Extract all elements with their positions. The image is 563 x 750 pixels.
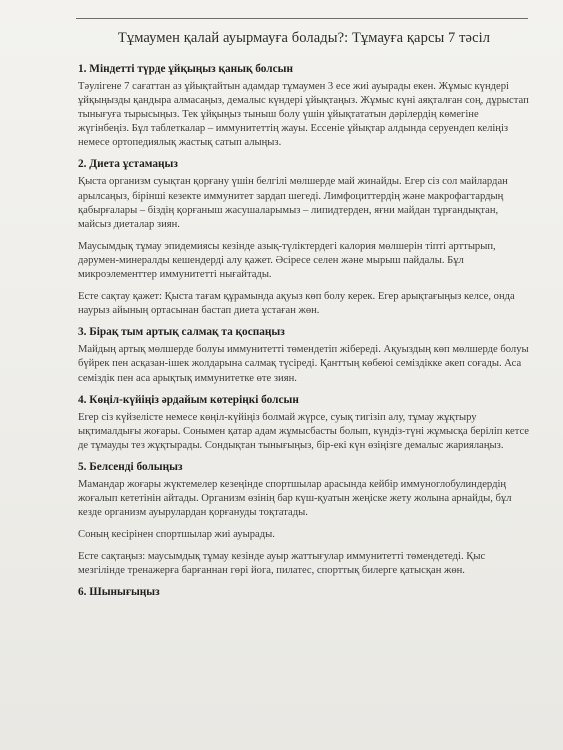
section-6	[78, 586, 530, 598]
section-heading: 3. Бірақ тым артық салмақ та қоспаңыз	[78, 326, 285, 339]
document-content	[78, 30, 530, 603]
section-heading: 2. Диета ұстамаңыз	[78, 158, 178, 171]
paragraph: Қыста организм суықтан қорғану үшін белгілі мөлшерде май жинайды. Егер сіз сол майлардан арылсаңыз, бірінші кезекте иммунитет зардап шегеді. Лимфоциттердің және макрофагтардың қабырғалары – біздің қорғаныш жасушаларымыз – липидтерден, яғни майдан тұрғандықтан, майсыз диеталар зиян.	[78, 176, 508, 230]
section-heading: 4. Көңіл-күйіңіз әрдайым көтеріңкі болсын	[78, 393, 299, 406]
section-2	[78, 158, 530, 318]
top-divider	[76, 18, 528, 19]
paragraph: Есте сақтаңыз: маусымдық тұмау кезінде ауыр жаттығулар иммунитетті төмендетеді. Қыс мезгілінде тренажерға барғаннан гөрі йога, пилатес, спорттық билерге қатысқан жөн.	[78, 551, 486, 577]
section-5	[78, 461, 530, 579]
paragraph: Тәулігене 7 сағаттан аз ұйықтайтын адамдар тұмаумен 3 есе жиі ауырады екен. Жұмыс күндері ұйқыңызды қандыра алмасаңыз, демалыс күндері ұйықтаңыз. Жұмыс күні аяқталған соң, дұрыстап тынығуға тырысыңыз. Тек ұйқыңыз тыныш болу үшін ұйықтататын дәрілердің көмегіне жүгінбеңіз. Бұл таблеткалар – иммунитеттің жауы. Ессеніе ұйықтар алдында серуендеп келіңіз немесе ортопедиялық жастық сатып алыңыз.	[78, 81, 529, 149]
paragraph: Есте сақтау қажет: Қыста тағам құрамында ақуыз көп болу керек. Егер арықтағыңыз келсе, онда наурыз айының ортасынан бастап диета ұстаған жөн.	[78, 291, 515, 317]
document-title: Тұмаумен қалай ауырмауға болады?: Тұмауға қарсы 7 тәсіл	[117, 30, 491, 46]
sections-container	[78, 63, 530, 598]
section-1	[78, 63, 530, 150]
paragraph: Майдың артық мөлшерде болуы иммунитетті төмендетіп жібереді. Ақуыздың көп мөлшерде болуы бүйрек пен асқазан-ішек жолдарына салмақ түсіреді. Қанттың көбеюі семіздікке әкеп соғады. Аса семіздік пен аса арықтық иммунитетке өте зиян.	[78, 344, 529, 384]
paragraph: Маусымдық тұмау эпидемиясы кезінде азық-түліктердегі калория мөлшерін тіпті арттырып, дәрумен-минералды кешендерді алу қажет. Әсіресе селен және мырыш пайдалы. Бұл микроэлементтер иммунитетті нығайтады.	[78, 240, 496, 281]
paragraph: Соның кесірінен спортшылар жиі ауырады.	[78, 529, 275, 541]
section-4	[78, 394, 530, 453]
section-3	[78, 326, 530, 385]
section-heading: 5. Белсенді болыңыз	[78, 460, 183, 473]
section-heading: 6. Шынығыңыз	[78, 586, 160, 599]
paragraph: Егер сіз күйзелісте немесе көңіл-күйіңіз болмай жүрсе, суық тигізіп алу, тұмау жұқтыру ықтималдығы жоғары. Сонымен қатар адам жұмысбасты болып, күндіз-түні жұмысқа беріліп кетсе де тұмауды тез жұқтырады. Сондықтан тынығыңыз, бір-екі күн өзіңізге демалыс жариялаңыз.	[78, 411, 529, 451]
paragraph: Мамандар жоғары жүктемелер кезеңінде спортшылар арасында кейбір иммуноглобулиндердің жоғалып кететінін айтады. Организм өзінің бар күш-қуатын жеңіске жету жолына арнайды, бұл кезде организм ауырулардан қорғануды тоқтатады.	[78, 478, 512, 519]
section-heading: 1. Міндетті түрде ұйқыңыз қанық болсын	[78, 63, 293, 75]
